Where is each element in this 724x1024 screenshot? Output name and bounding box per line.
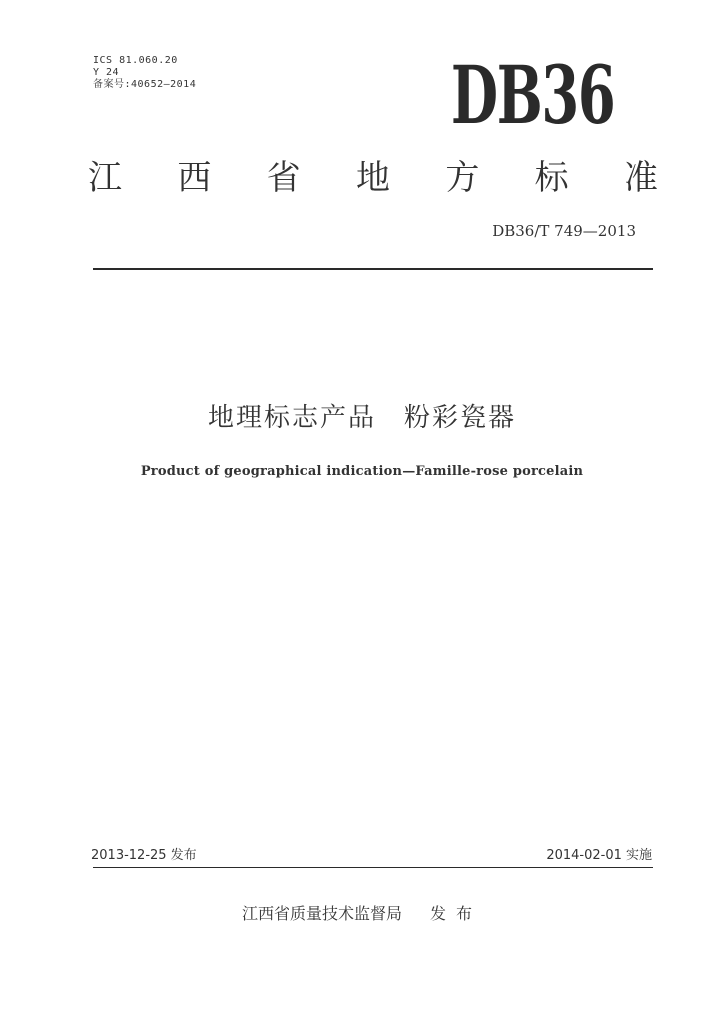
issue-date: 2013-12-25 发布 [91,848,197,863]
title-chinese-part1: 地理标志产品 [207,403,376,433]
standard-type-char: 省 [266,158,301,198]
standard-type-char: 方 [445,158,480,198]
implementation-date: 2014-02-01 实施 [546,848,652,863]
standard-type-char: 西 [177,158,212,198]
issuer-name: 江西省质量技术监督局 [241,904,402,923]
standard-type-char: 准 [623,158,658,198]
issuer-verb: 发布 [430,904,483,923]
issuer-line [0,904,724,924]
classification-code: Y 24 [93,67,120,78]
title-chinese [0,400,724,436]
standard-number: DB36/T 749—2013 [492,222,636,240]
standard-type-char: 地 [355,158,390,198]
ics-code: ICS 81.060.20 [93,55,178,66]
record-number: 备案号:40652—2014 [93,79,197,90]
standard-type-char: 标 [534,158,569,198]
standard-type-heading [88,158,658,198]
title-english: Product of geographical indication—Famille-rose porcelain [140,464,584,479]
standard-type-char: 江 [88,158,122,198]
footer-divider [93,867,653,868]
title-chinese-part2: 粉彩瓷器 [404,403,517,433]
header-divider [93,268,653,270]
db36-logo: DB36 [450,48,614,142]
